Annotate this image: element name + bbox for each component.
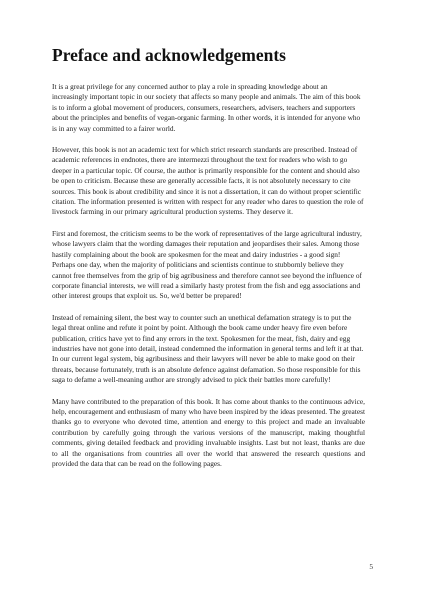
- paragraph-defamation: Instead of remaining silent, the best way to counter such an unethical defamation strategy is to put the legal threat online and refute it point by point. Although the book came under heavy fire even before publication, critics have yet to find any errors in the text. Spokesmen for the meat, fish, dairy and egg industries have not gone into detail, instead condemned the information in general terms and left it at that. In our current legal system, big agribusiness and their lawyers will never be able to make good on their threats, because fortunately, truth is an absolute defence against defamation. So those responsible for this saga to defame a well-meaning author are strongly advised to pick their battles more carefully!: [52, 312, 364, 385]
- page-number: 5: [369, 562, 373, 571]
- paragraph-intro: It is a great privilege for any concerned author to play a role in spreading knowledge about an increasingly important topic in our society that affects so many people and animals. The aim of this book is to inform a global movement of producers, consumers, researchers, advisers, teachers and supporters about the principles and benefits of vegan-organic farming. In other words, it is intended for anyone who is in any way committed to a fairer world.: [52, 82, 361, 133]
- page-title: Preface and acknowledgements: [52, 45, 286, 65]
- paragraph-not-academic: However, this book is not an academic text for which strict research standards are prescribed. Instead of academic references in endnotes, there are intermezzi throughout the text for readers who wish to go deeper in a particular topic. Of course, the author is primarily responsible for the content and should also be open to criticism. Because these are generally accessible facts, it is not absolutely necessary to cite sources. This book is about credibility and since it is not a dissertation, it can do without proper scientific citation. The information presented is written with respect for any reader who dares to question the role of livestock farming in our primary agricultural production systems. They deserve it.: [52, 145, 364, 217]
- paragraph-acknowledgements: Many have contributed to the preparation of this book. It has come about thanks to the continuous advice, help, encouragement and enthusiasm of many who have been inspired by the ideas presented. The greatest thanks go to everyone who devoted time, attention and energy to this project and made an invaluable contribution by carefully going through the various versions of the manuscript, making thoughtful comments, giving detailed feedback and providing invaluable insights. Last but not least, thanks are due to all the organisations from countries all over the world that answered the research questions and provided the data that can be read on the following pages.: [52, 396, 365, 468]
- paragraph-criticism: First and foremost, the criticism seems to be the work of representatives of the large agricultural industry, whose lawyers claim that the wording damages their reputation and jeopardises their sales. Among those hastily complaining about the book are spokesmen for the meat and dairy industries - a good sign! Perhaps one day, when the majority of politicians and scientists continue to stubbornly believe they cannot free themselves from the grip of big agribusiness and therefore cannot see beyond the influence of corporate financial interests, we will read a similarly hasty protest from the fish and egg associations and other interest groups that exploit us. So, we'd better be prepared!: [52, 228, 362, 301]
